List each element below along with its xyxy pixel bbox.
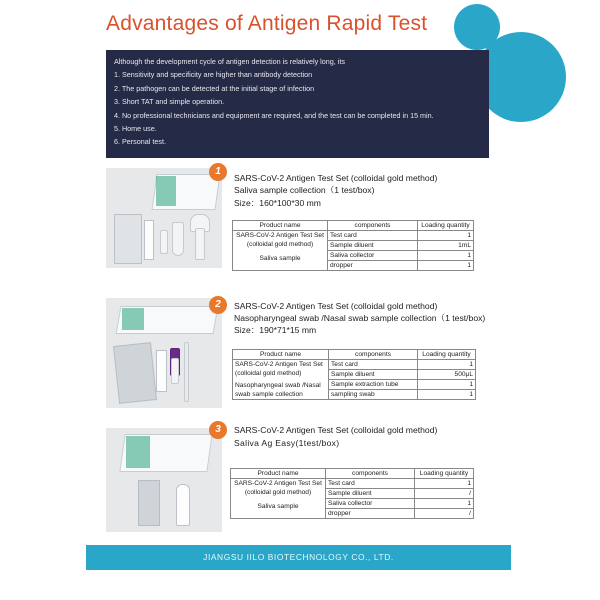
product-3-subtitle: Saliva Ag Easy(1test/box): [234, 438, 340, 448]
quantity-cell: 1: [415, 499, 474, 509]
product-1-table: [232, 220, 474, 271]
quantity-cell: 1: [418, 380, 476, 390]
column-header-loading-quantity: Loading quantity: [418, 350, 476, 360]
quantity-cell: 1mL: [418, 241, 474, 251]
intro-line: 4. No professional technicians and equipment are required, and the test can be completed in 15 min.: [114, 110, 434, 120]
intro-line: 1. Sensitivity and specificity are higher than antibody detection: [114, 70, 313, 80]
component-cell: Saliva collector: [328, 251, 418, 261]
column-header-product-name: Product name: [233, 221, 328, 231]
product-2-subtitle: Nasopharyngeal swab /Nasal swab sample collection（1 test/box): [234, 313, 486, 323]
column-header-product-name: Product name: [233, 350, 329, 360]
product-name-cell: [231, 479, 326, 519]
component-cell: Test card: [328, 231, 418, 241]
product-name-cell: [233, 360, 329, 400]
column-header-components: components: [326, 469, 415, 479]
component-cell: Sample diluent: [329, 370, 418, 380]
component-cell: dropper: [326, 509, 415, 519]
quantity-cell: 1: [418, 231, 474, 241]
product-1-size: Size：160*100*30 mm: [234, 198, 321, 208]
company-footer: JIANGSU IILO BIOTECHNOLOGY CO., LTD.: [86, 545, 511, 570]
intro-panel: [106, 50, 489, 158]
product-name-line: SARS-CoV-2 Antigen Test Set: [234, 480, 322, 487]
quantity-cell: 1: [415, 479, 474, 489]
product-2-photo: [106, 298, 222, 408]
product-name-cell: [233, 231, 328, 271]
component-cell: Test card: [329, 360, 418, 370]
product-name-line: (colloidal gold method): [244, 489, 312, 496]
quantity-cell: 1: [418, 390, 476, 400]
table-row: [233, 360, 476, 370]
product-1-photo: [106, 168, 222, 268]
product-name-line: (colloidal gold method): [235, 370, 302, 377]
quantity-cell: 500μL: [418, 370, 476, 380]
product-name-line: SARS-CoV-2 Antigen Test Set: [236, 232, 324, 239]
product-3-number-badge: 3: [209, 421, 227, 439]
quantity-cell: 1: [418, 360, 476, 370]
component-cell: Saliva collector: [326, 499, 415, 509]
decorative-circle-large: [476, 32, 566, 122]
component-cell: Test card: [326, 479, 415, 489]
table-row: [231, 479, 474, 489]
intro-line: 5. Home use.: [114, 124, 157, 134]
intro-line: Although the development cycle of antigen detection is relatively long, its: [114, 57, 345, 66]
product-2-title: SARS-CoV-2 Antigen Test Set (colloidal gold method): [234, 301, 438, 311]
product-name-line: SARS-CoV-2 Antigen Test Set: [235, 361, 323, 368]
column-header-product-name: Product name: [231, 469, 326, 479]
column-header-components: components: [328, 221, 418, 231]
product-name-line: Saliva sample: [257, 503, 299, 510]
component-cell: Sample diluent: [328, 241, 418, 251]
intro-line: 2. The pathogen can be detected at the initial stage of infection: [114, 83, 315, 93]
product-name-line: swab sample collection: [235, 391, 303, 398]
component-cell: Sample diluent: [326, 489, 415, 499]
product-1-number-badge: 1: [209, 163, 227, 181]
quantity-cell: /: [415, 489, 474, 499]
column-header-loading-quantity: Loading quantity: [418, 221, 474, 231]
product-2-size: Size：190*71*15 mm: [234, 325, 317, 335]
product-1-title: SARS-CoV-2 Antigen Test Set (colloidal gold method): [234, 173, 438, 183]
product-name-line: (colloidal gold method): [246, 241, 314, 248]
column-header-loading-quantity: Loading quantity: [415, 469, 474, 479]
product-3-table: [230, 468, 474, 519]
quantity-cell: /: [415, 509, 474, 519]
quantity-cell: 1: [418, 251, 474, 261]
component-cell: Sample extraction tube: [329, 380, 418, 390]
component-cell: dropper: [328, 261, 418, 271]
product-3-title: SARS-CoV-2 Antigen Test Set (colloidal gold method): [234, 425, 438, 435]
product-1-subtitle: Saliva sample collection（1 test/box): [234, 185, 375, 195]
table-row: [233, 231, 474, 241]
product-2-number-badge: 2: [209, 296, 227, 314]
quantity-cell: 1: [418, 261, 474, 271]
product-3-photo: [106, 428, 222, 532]
product-2-table: [232, 349, 476, 400]
product-name-line: Nasopharyngeal swab /Nasal: [235, 382, 321, 389]
product-name-line: Saliva sample: [259, 255, 301, 262]
page-title: Advantages of Antigen Rapid Test: [106, 12, 428, 35]
intro-line: 3. Short TAT and simple operation.: [114, 97, 225, 107]
column-header-components: components: [329, 350, 418, 360]
intro-line: 6. Personal test.: [114, 137, 166, 147]
component-cell: sampling swab: [329, 390, 418, 400]
